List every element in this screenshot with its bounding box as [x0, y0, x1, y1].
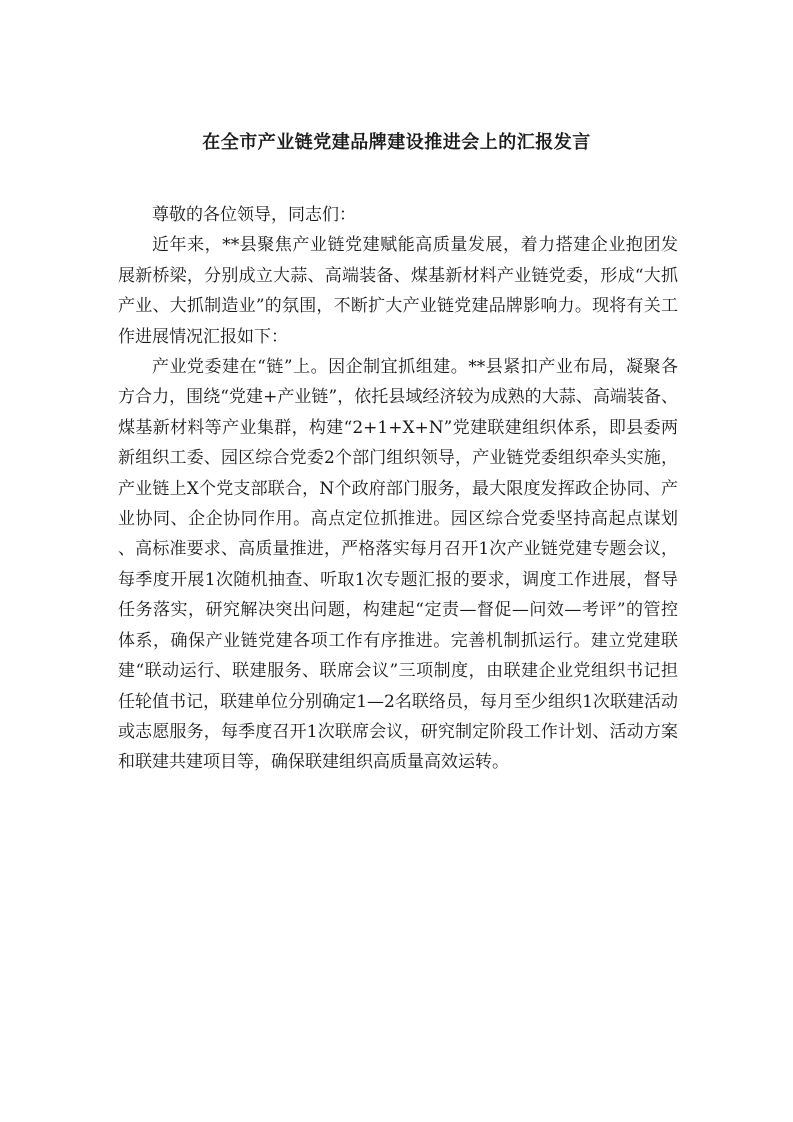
document-body	[118, 200, 678, 778]
paragraph-industry-party-committee: 产业党委建在“链”上。因企制宜抓组建。**县紧扣产业布局，凝聚各方合力，围绕“党建+产业链”，依托县域经济较为成熟的大蒜、高端装备、煤基新材料等产业集群，构建“2+1+X+N”党建联建组织体系，即县委两新组织工委、园区综合党委2个部门组织领导，产业链党委组织牵头实施，产业链上X个党支部联合，N个政府部门服务，最大限度发挥政企协同、产业协同、企企协同作用。高点定位抓推进。园区综合党委坚持高起点谋划、高标准要求、高质量推进，严格落实每月召开1次产业链党建专题会议，每季度开展1次随机抽查、听取1次专题汇报的要求，调度工作进展，督导任务落实，研究解决突出问题，构建起“定责—督促—问效—考评”的管控体系，确保产业链党建各项工作有序推进。完善机制抓运行。建立党建联建“联动运行、联建服务、联席会议”三项制度，由联建企业党组织书记担任轮值书记，联建单位分别确定1—2名联络员，每月至少组织1次联建活动或志愿服务，每季度召开1次联席会议，研究制定阶段工作计划、活动方案和联建共建项目等，确保联建组织高质量高效运转。	[118, 357, 678, 773]
greeting-line: 尊敬的各位领导，同志们：	[152, 205, 356, 225]
document-title: 在全市产业链党建品牌建设推进会上的汇报发言	[202, 132, 591, 153]
paragraph-intro: 近年来，**县聚焦产业链党建赋能高质量发展，着力搭建企业抱团发展新桥梁，分别成立大蒜、高端装备、煤基新材料产业链党委，形成“大抓产业、大抓制造业”的氛围，不断扩大产业链党建品牌影响力。现将有关工作进展情况汇报如下：	[118, 235, 678, 347]
